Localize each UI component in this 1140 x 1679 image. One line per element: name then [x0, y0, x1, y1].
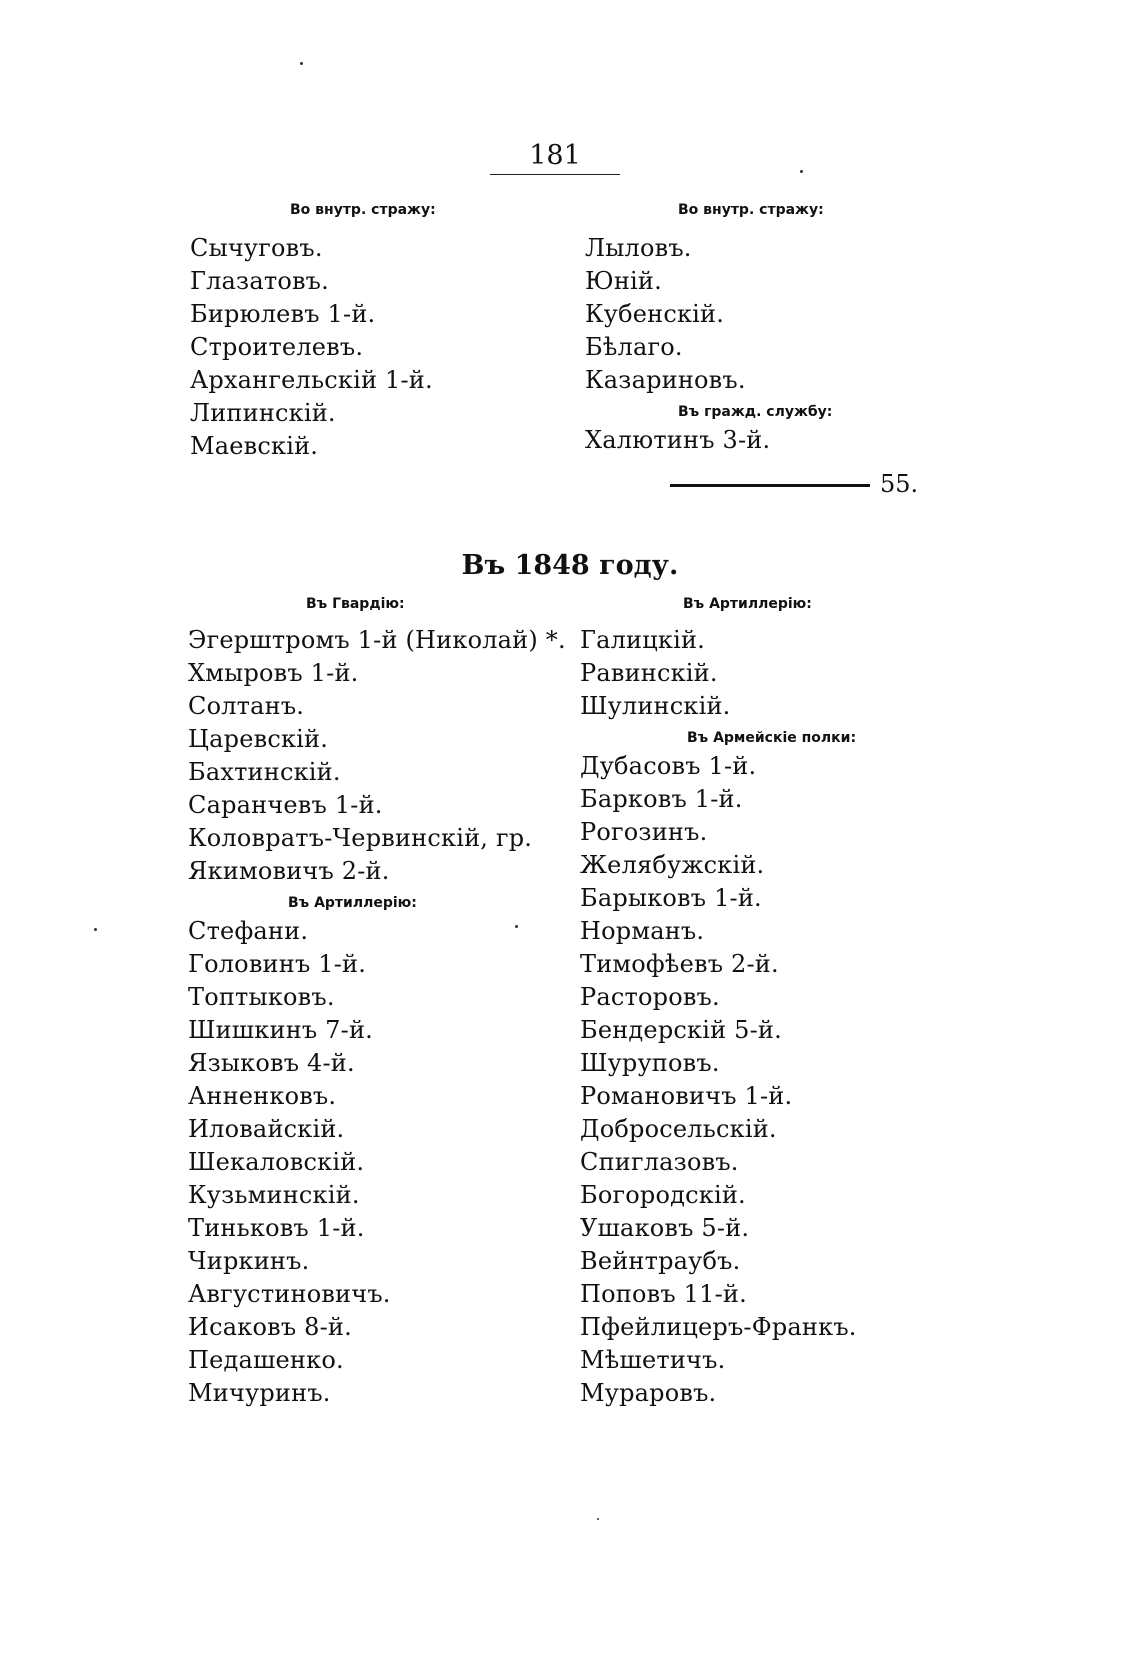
name-entry: Языковъ 4-й. [188, 1049, 355, 1077]
section-heading: Въ Гвардію: [306, 596, 405, 612]
name-entry: Топтыковъ. [188, 983, 335, 1011]
page-number-rule [490, 174, 620, 175]
name-entry: Поповъ 11-й. [580, 1280, 747, 1308]
scan-speck [515, 925, 518, 928]
name-entry: Глазатовъ. [190, 267, 329, 295]
name-entry: Педашенко. [188, 1346, 344, 1374]
name-entry: Шулинскій. [580, 692, 731, 720]
name-entry: Солтанъ. [188, 692, 305, 720]
name-entry: Саранчевъ 1-й. [188, 791, 383, 819]
name-entry: Шуруповъ. [580, 1049, 720, 1077]
name-entry: Равинскій. [580, 659, 718, 687]
name-entry: Хмыровъ 1-й. [188, 659, 359, 687]
bottom-right-column [580, 594, 857, 1410]
name-entry: Сычуговъ. [190, 234, 323, 262]
name-entry: Ушаковъ 5-й. [580, 1214, 750, 1242]
name-entry: Якимовичъ 2-й. [188, 857, 390, 885]
name-entry: Вейнтраубъ. [580, 1247, 741, 1275]
name-entry: Кубенскій. [585, 300, 725, 328]
name-list [190, 232, 436, 463]
name-entry: Маевскій. [190, 432, 319, 460]
name-entry: Головинъ 1-й. [188, 950, 367, 978]
name-entry: Царевскій. [188, 725, 329, 753]
name-entry: Бендерскій 5-й. [580, 1016, 782, 1044]
name-entry: Шишкинъ 7-й. [188, 1016, 373, 1044]
name-entry: Барковъ 1-й. [580, 785, 743, 813]
name-entry: Мураровъ. [580, 1379, 717, 1407]
scan-speck [300, 62, 303, 65]
name-entry: Богородскій. [580, 1181, 746, 1209]
name-list [585, 232, 832, 397]
name-entry: Халютинъ 3-й. [585, 426, 771, 454]
name-entry: Казариновъ. [585, 366, 746, 394]
name-entry: Тиньковъ 1-й. [188, 1214, 365, 1242]
name-entry: Иловайскій. [188, 1115, 345, 1143]
section-heading: Во внутр. стражу: [678, 202, 824, 218]
name-entry: Дубасовъ 1-й. [580, 752, 757, 780]
scan-speck [800, 170, 803, 173]
name-entry: Анненковъ. [188, 1082, 337, 1110]
bottom-left-column [188, 594, 566, 1410]
name-entry: Спиглазовъ. [580, 1148, 739, 1176]
section-heading: Въ гражд. службу: [678, 404, 833, 420]
name-list [188, 624, 566, 888]
year-heading: Въ 1848 году. [461, 550, 679, 581]
name-entry: Бахтинскій. [188, 758, 341, 786]
top-left-column [190, 200, 436, 463]
section-heading: Въ Артиллерію: [288, 895, 417, 911]
name-entry: Стефани. [188, 917, 309, 945]
name-entry: Юній. [585, 267, 662, 295]
name-entry: Бѣлаго. [585, 333, 683, 361]
section-heading: Во внутр. стражу: [290, 202, 436, 218]
name-entry: Исаковъ 8-й. [188, 1313, 352, 1341]
name-list [580, 750, 857, 1410]
name-entry: Норманъ. [580, 917, 705, 945]
name-entry: Бирюлевъ 1-й. [190, 300, 376, 328]
scan-speck [94, 928, 97, 931]
name-entry: Желябужскій. [580, 851, 765, 879]
name-entry: Липинскій. [190, 399, 336, 427]
name-entry: Тимофѣевъ 2-й. [580, 950, 779, 978]
name-entry: Лыловъ. [585, 234, 692, 262]
name-entry: Мичуринъ. [188, 1379, 331, 1407]
scan-speck [597, 1518, 599, 1520]
name-entry: Мѣшетичъ. [580, 1346, 726, 1374]
page-number: 181 [529, 140, 581, 171]
name-list [188, 915, 566, 1410]
name-entry: Галицкій. [580, 626, 705, 654]
name-list [585, 424, 832, 457]
name-entry: Августиновичъ. [188, 1280, 391, 1308]
name-entry: Кузьминскій. [188, 1181, 360, 1209]
section-heading: Въ Артиллерію: [683, 596, 812, 612]
name-entry: Шекаловскій. [188, 1148, 365, 1176]
total-rule [670, 484, 870, 487]
name-entry: Эгерштромъ 1-й (Николай) *. [188, 626, 566, 654]
name-entry: Барыковъ 1-й. [580, 884, 762, 912]
name-entry: Рогозинъ. [580, 818, 708, 846]
name-entry: Строителевъ. [190, 333, 364, 361]
name-entry: Добросельскій. [580, 1115, 777, 1143]
name-entry: Пфейлицеръ-Франкъ. [580, 1313, 857, 1341]
top-right-column [585, 200, 832, 457]
section-heading: Въ Армейскіе полки: [687, 730, 857, 746]
name-entry: Архангельскій 1-й. [190, 366, 433, 394]
name-entry: Чиркинъ. [188, 1247, 310, 1275]
name-entry: Романовичъ 1-й. [580, 1082, 793, 1110]
name-entry: Расторовъ. [580, 983, 720, 1011]
name-entry: Коловратъ-Червинскій, гр. [188, 824, 533, 852]
total-count: 55. [880, 470, 919, 498]
name-list [580, 624, 857, 723]
